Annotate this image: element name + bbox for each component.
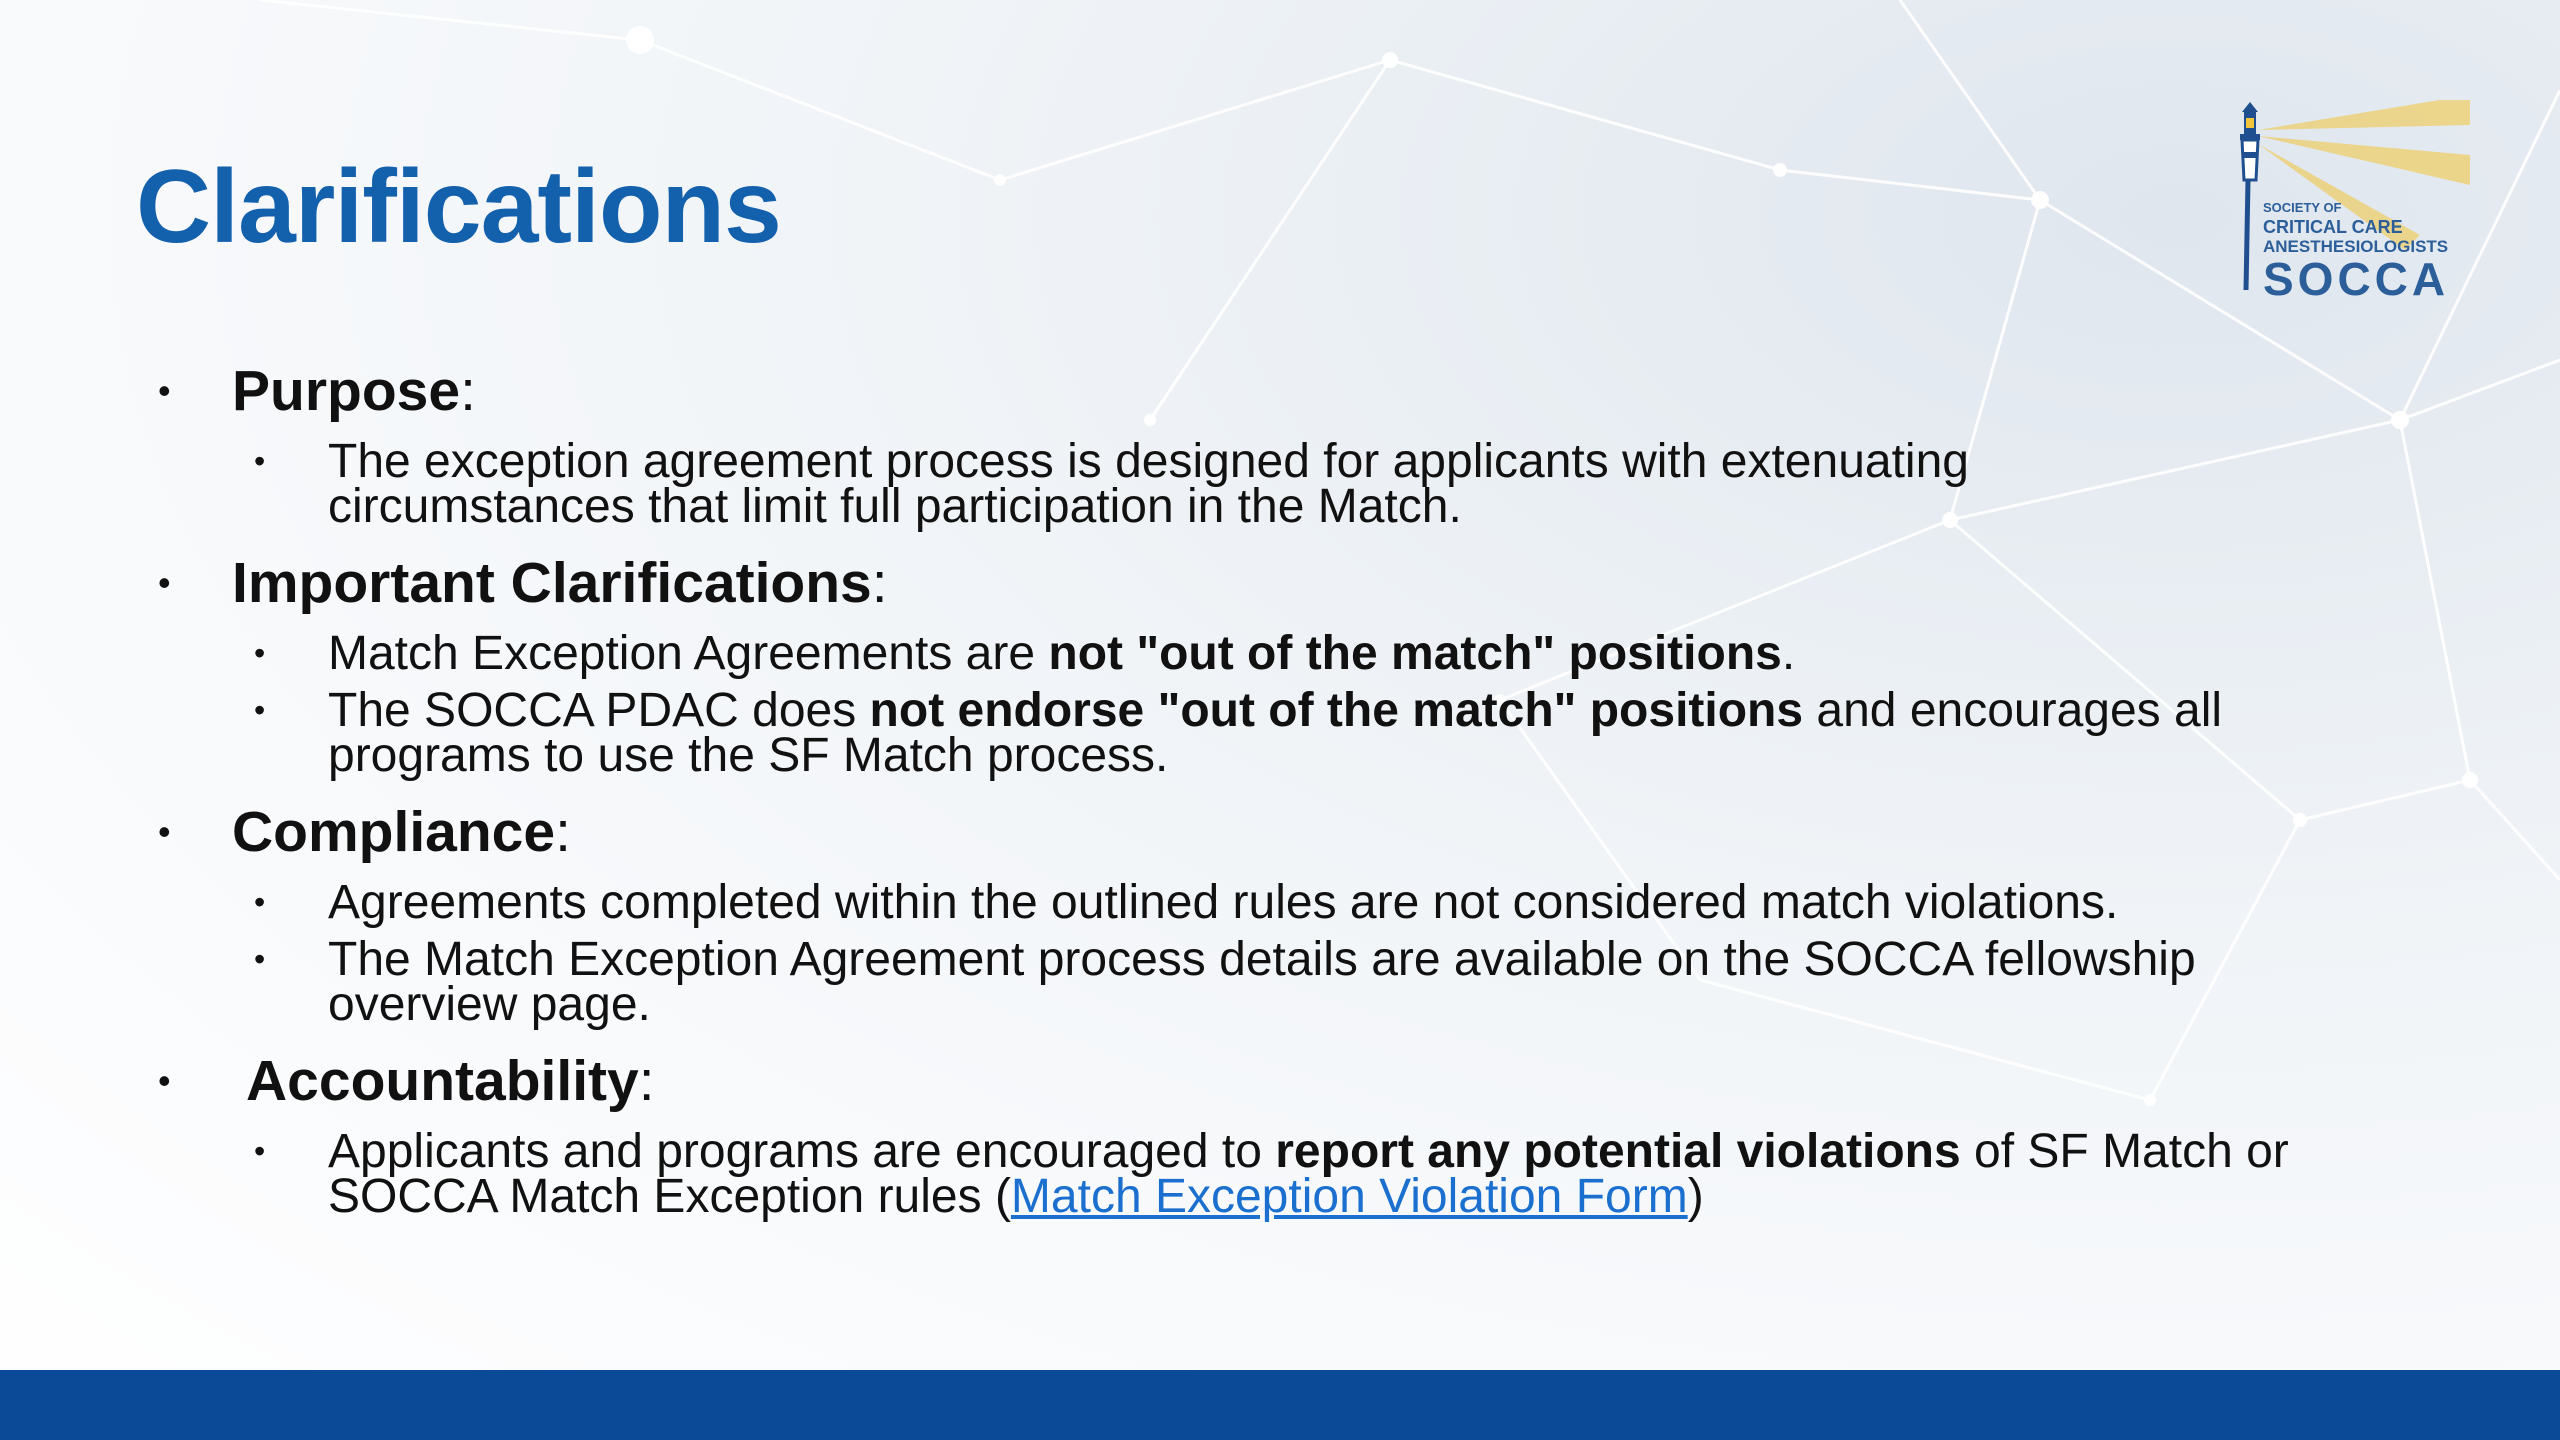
section-accountability bbox=[150, 1045, 2440, 1223]
sub-text-bold: not endorse "out of the match" positions bbox=[869, 684, 1804, 737]
violation-form-link[interactable]: Match Exception Violation Form bbox=[1010, 1170, 1688, 1223]
section-purpose bbox=[150, 355, 2440, 533]
sub-text: Match Exception Agreements are bbox=[328, 627, 1049, 680]
sub-bullet bbox=[150, 1125, 2440, 1223]
bullet-icon: • bbox=[158, 370, 171, 411]
sub-bullet bbox=[150, 435, 2440, 533]
bullet-icon: • bbox=[254, 884, 266, 920]
section-heading: Accountability bbox=[246, 1049, 639, 1113]
slide-title: Clarifications bbox=[136, 149, 781, 265]
heading-row bbox=[150, 796, 2440, 868]
heading-colon: : bbox=[871, 551, 888, 615]
sub-text: ) bbox=[1687, 1170, 1704, 1223]
sub-text: The Match Exception Agreement process details are available on the SOCCA fellowship bbox=[328, 933, 2196, 986]
sub-bullet bbox=[150, 627, 2440, 680]
sub-text: Agreements completed within the outlined rules are not considered match violations. bbox=[328, 876, 2119, 929]
bullet-icon: • bbox=[158, 811, 171, 852]
logo-line-1: SOCIETY OF bbox=[2263, 200, 2342, 215]
sub-text-bold: report any potential violations bbox=[1275, 1125, 1961, 1178]
logo-line-3: ANESTHESIOLOGISTS bbox=[2263, 237, 2449, 256]
sub-text: . bbox=[1781, 627, 1796, 680]
sub-text: The exception agreement process is designed for applicants with extenuating bbox=[328, 435, 1969, 488]
heading-row bbox=[150, 355, 2440, 427]
bullet-icon: • bbox=[254, 1133, 266, 1169]
sub-text: circumstances that limit full participation in the Match. bbox=[328, 480, 1462, 533]
section-heading: Purpose bbox=[232, 359, 461, 423]
sub-bullet bbox=[150, 684, 2440, 782]
section-heading: Compliance bbox=[232, 800, 556, 864]
heading-colon: : bbox=[638, 1049, 655, 1113]
sub-text: and encourages all bbox=[1803, 684, 2223, 737]
section-important-clarifications bbox=[150, 547, 2440, 782]
bullet-icon: • bbox=[254, 443, 266, 479]
section-heading: Important Clarifications bbox=[232, 551, 872, 615]
heading-colon: : bbox=[460, 359, 476, 423]
bullet-icon: • bbox=[158, 562, 171, 603]
sub-text: SOCCA Match Exception rules ( bbox=[328, 1170, 1011, 1223]
bullet-icon: • bbox=[254, 692, 266, 728]
heading-row bbox=[150, 1045, 2440, 1117]
footer-bar bbox=[0, 1370, 2560, 1440]
bullet-icon: • bbox=[254, 941, 266, 977]
section-compliance bbox=[150, 796, 2440, 1031]
heading-row bbox=[150, 547, 2440, 619]
logo-line-2: CRITICAL CARE bbox=[2263, 217, 2403, 237]
sub-bullet bbox=[150, 933, 2440, 1031]
sub-text: Applicants and programs are encouraged to bbox=[328, 1125, 1276, 1178]
bullet-icon: • bbox=[254, 635, 266, 671]
sub-text: overview page. bbox=[328, 978, 651, 1031]
sub-bullet bbox=[150, 876, 2440, 929]
logo-acronym: SOCCA bbox=[2263, 253, 2450, 305]
socca-logo bbox=[2220, 100, 2480, 310]
sub-text: programs to use the SF Match process. bbox=[328, 729, 1169, 782]
bullet-icon: • bbox=[158, 1060, 171, 1101]
sub-text: of SF Match or bbox=[1960, 1125, 2289, 1178]
heading-colon: : bbox=[555, 800, 571, 864]
sub-text-bold: not "out of the match" positions bbox=[1048, 627, 1782, 680]
bullet-content bbox=[150, 355, 2440, 1237]
sub-text: The SOCCA PDAC does bbox=[328, 684, 870, 737]
